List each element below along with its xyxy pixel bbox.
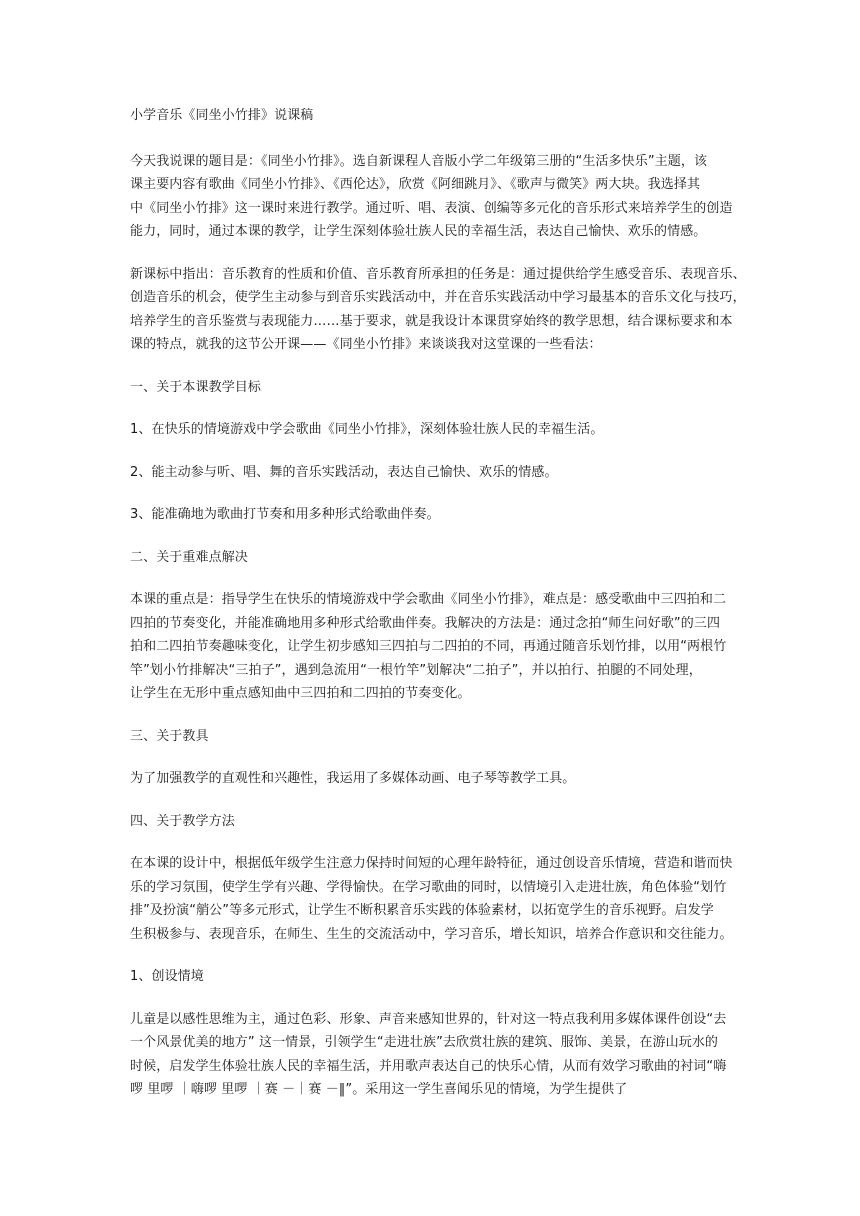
text-line: 本课的重点是：指导学生在快乐的情境游戏中学会歌曲《同坐小竹排》，难点是：感受歌曲中三四拍和二 xyxy=(130,592,727,607)
text-line: 课主要内容有歌曲《同坐小竹排》、《西伦达》，欣赏《阿细跳月》、《歌声与微笑》两大块。我选择其 xyxy=(130,177,701,192)
title-text: 小学音乐《同坐小竹排》说课稿 xyxy=(130,108,314,123)
text-line: 今天我说课的题目是：《同坐小竹排》。选自新课程人音版小学二年级第三册的“生活多快乐”主题，该 xyxy=(130,153,708,169)
key-points-paragraph xyxy=(130,588,730,706)
document-title xyxy=(130,104,730,128)
text-line: 二、关于重难点解决 xyxy=(130,549,248,565)
curriculum-paragraph xyxy=(130,263,746,357)
text-line: 乐的学习氛围，使学生学有兴趣、学得愉快。在学习歌曲的同时，以情境引入走进壮族，角色体验“划竹 xyxy=(130,879,727,895)
methods-paragraph xyxy=(130,852,733,946)
text-line: 1、在快乐的情境游戏中学会歌曲《同坐小竹排》，深刻体验壮族人民的幸福生活。 xyxy=(130,422,604,437)
objective-item-3 xyxy=(130,503,730,527)
text-line: 一个风景优美的地方” 这一情景，引领学生“走进壮族”去欣赏壮族的建筑、服饰、美景，在游山玩水的 xyxy=(130,1035,719,1050)
objective-item-1 xyxy=(130,418,730,442)
teaching-aids-paragraph xyxy=(130,767,730,791)
intro-paragraph xyxy=(130,150,733,244)
text-line: 创造音乐的机会，使学生主动参与到音乐实践活动中，并在音乐实践活动中学习最基本的音乐文化与技巧， xyxy=(130,290,746,305)
text-line: 拍和二四拍节奏趣味变化，让学生初步感知三四拍与二四拍的不同，再通过随音乐划竹排，以用“两根竹 xyxy=(130,639,727,654)
text-line: 时候，启发学生体验壮族人民的幸福生活，并用歌声表达自己的快乐心情，从而有效学习歌曲的衬词“嗨 xyxy=(130,1058,727,1074)
scenario-paragraph xyxy=(130,1008,730,1102)
subsection-heading-scenario xyxy=(130,965,730,989)
text-line: 能力，同时，通过本课的教学，让学生深刻体验壮族人民的幸福生活，表达自己愉快、欢乐的情感。 xyxy=(130,224,707,239)
text-line: 排”及扮演“艄公”等多元形式，让学生不断积累音乐实践的体验素材，以拓宽学生的音乐视野。启发学 xyxy=(130,903,714,918)
text-line: 四、关于教学方法 xyxy=(130,813,235,829)
text-line: 在本课的设计中，根据低年级学生注意力保持时间短的心理年龄特征，通过创设音乐情境，营造和谐而快 xyxy=(130,856,733,871)
objective-item-2 xyxy=(130,461,730,485)
section-heading-objectives xyxy=(130,376,730,400)
text-line: 三、关于教具 xyxy=(130,728,209,744)
text-line: 四拍的节奏变化，并能准确地用多种形式给歌曲伴奏。我解决的方法是：通过念拍“师生问好歌”的三四 xyxy=(130,615,721,631)
section-heading-key-points xyxy=(130,546,730,570)
text-line: 儿童是以感性思维为主，通过色彩、形象、声音来感知世界的，针对这一特点我利用多媒体课件创设“去 xyxy=(130,1011,727,1027)
document-page xyxy=(130,104,746,1121)
text-line: 让学生在无形中重点感知曲中三四拍和二四拍的节奏变化。 xyxy=(130,686,471,701)
text-line: 2、能主动参与听、唱、舞的音乐实践活动，表达自己愉快、欢乐的情感。 xyxy=(130,464,558,480)
section-heading-teaching-aids xyxy=(130,725,730,749)
text-line: 课的特点，就我的这节公开课——《同坐小竹排》来谈谈我对这堂课的一些看法： xyxy=(130,337,602,352)
text-line: 3、能准确地为歌曲打节奏和用多种形式给歌曲伴奏。 xyxy=(130,507,440,522)
text-line: 竿”划小竹排解决“三拍子”，遇到急流用“一根竹竿”划解决“二拍子”，并以拍行、拍腿的不同处理， xyxy=(130,662,702,678)
text-line: 培养学生的音乐鉴赏与表现能力……基于要求，就是我设计本课贯穿始终的教学思想，结合课标要求和本 xyxy=(130,313,733,329)
section-heading-methods xyxy=(130,810,730,834)
text-line: 新课标中指出：音乐教育的性质和价值、音乐教育所承担的任务是：通过提供给学生感受音乐、表现音乐、 xyxy=(130,266,746,282)
text-line: 1、创设情境 xyxy=(130,969,204,984)
text-line: 一、关于本课教学目标 xyxy=(130,379,262,395)
text-line: 生积极参与、表现音乐，在师生、生生的交流活动中，学习音乐，增长知识，培养合作意识和交往能力。 xyxy=(130,926,733,942)
text-line: 为了加强教学的直观性和兴趣性，我运用了多媒体动画、电子琴等教学工具。 xyxy=(130,771,576,786)
document-body xyxy=(130,150,746,1102)
text-line: 啰 里啰 ｜嗨啰 里啰 ｜赛 －｜赛 －‖”。采用这一学生喜闻乐见的情境，为学生提供了 xyxy=(130,1082,628,1097)
text-line: 中《同坐小竹排》这一课时来进行教学。通过听、唱、表演、创编等多元化的音乐形式来培养学生的创造 xyxy=(130,200,733,216)
